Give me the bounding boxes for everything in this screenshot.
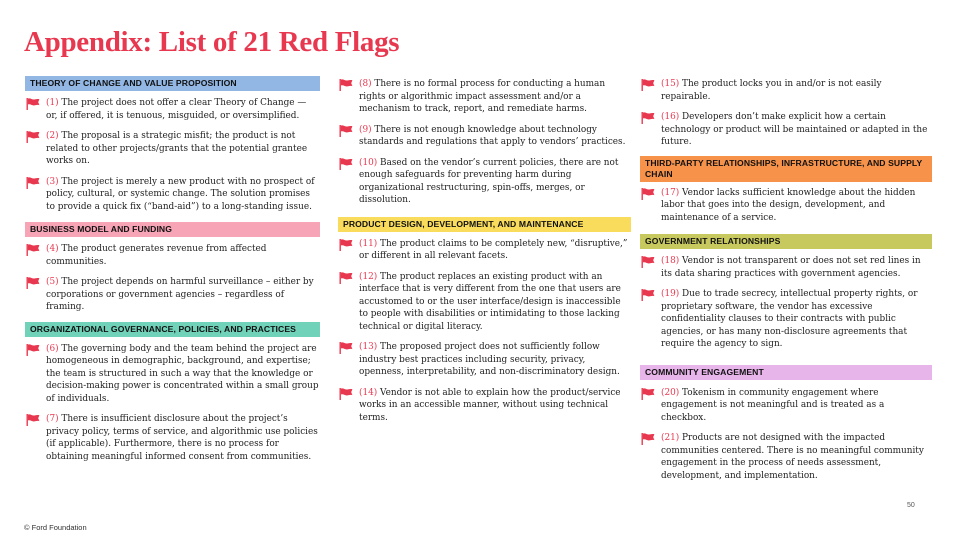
flag-number: (19) — [661, 289, 680, 299]
red-flag-icon — [641, 79, 655, 91]
flag-number: (4) — [46, 244, 59, 254]
section-header-third-party: THIRD-PARTY RELATIONSHIPS, INFRASTRUCTURE, AND SUPPLY CHAIN — [640, 156, 932, 182]
red-flag-item — [338, 157, 631, 207]
red-flag-item — [25, 176, 320, 214]
copyright-footer: © Ford Foundation — [24, 523, 87, 532]
flag-text: Based on the vendor’s current policies, there are not enough safeguards for preventing harm during organizational restructuring, spin-offs, merges, or dissolution. — [359, 157, 619, 205]
flag-number: (12) — [359, 271, 378, 282]
section-header-governance: ORGANIZATIONAL GOVERNANCE, POLICIES, AND PRACTICES — [25, 322, 320, 337]
red-flag-item — [640, 288, 932, 351]
red-flag-item — [25, 413, 320, 463]
flag-text: The product locks you in and/or is not easily repairable. — [661, 79, 882, 102]
flag-number: (2) — [46, 131, 59, 141]
red-flag-item — [338, 341, 631, 379]
red-flag-item — [338, 271, 631, 334]
red-flag-icon — [339, 158, 353, 170]
flag-number: (15) — [661, 79, 680, 89]
flag-text: Vendor lacks sufficient knowledge about the hidden labor that goes into the design, development, and maintenance of a service. — [661, 187, 916, 223]
flag-text: Vendor is not transparent or does not set red lines in its data sharing practices with government agencies. — [661, 256, 921, 279]
red-flag-item — [338, 78, 631, 116]
flag-number: (18) — [661, 256, 680, 266]
flag-number: (13) — [359, 342, 378, 352]
section-header-business-model: BUSINESS MODEL AND FUNDING — [25, 222, 320, 237]
flag-text: The proposal is a strategic misfit; the product is not related to other projects/grants that the potential grantee works on. — [46, 131, 308, 166]
red-flag-item — [640, 78, 932, 103]
red-flag-item — [338, 387, 631, 425]
red-flag-icon — [339, 342, 353, 354]
flag-text: The project does not offer a clear Theory of Change — or, if offered, it is tenuous, misguided, or oversimplified. — [46, 98, 307, 121]
flag-text: The product replaces an existing product with an interface that is very different from the one that users are accustomed to or the user interface/design is inaccessible to people with disabilities or intimidating to those lacking technical or digital literacy. — [359, 271, 621, 332]
flag-number: (1) — [46, 98, 59, 108]
red-flag-item — [25, 97, 320, 122]
flag-number: (21) — [661, 433, 680, 443]
page-number: 50 — [907, 502, 915, 509]
red-flag-icon — [26, 177, 40, 189]
red-flag-icon — [26, 98, 40, 110]
red-flag-icon — [339, 125, 353, 137]
flag-number: (17) — [661, 187, 680, 198]
red-flag-item — [25, 130, 320, 168]
flag-text: Developers don’t make explicit how a certain technology or product will be maintained or adapted in the future. — [661, 112, 928, 147]
red-flag-item — [338, 238, 631, 263]
flag-text: There is not enough knowledge about technology standards and regulations that apply to vendors’ practices. — [359, 124, 626, 147]
flag-text: Products are not designed with the impacted communities centered. There is no meaningful community engagement in the process of needs assessment, development, and implementation. — [661, 433, 924, 481]
page-title: Appendix: List of 21 Red Flags — [24, 26, 400, 58]
red-flag-icon — [641, 256, 655, 268]
red-flag-item — [640, 432, 932, 482]
section-header-theory-of-change: THEORY OF CHANGE AND VALUE PROPOSITION — [25, 76, 320, 91]
flag-text: The product generates revenue from affected communities. — [46, 244, 267, 267]
red-flag-item — [25, 243, 320, 268]
red-flag-item — [640, 111, 932, 149]
column-1 — [25, 76, 320, 463]
red-flag-icon — [641, 188, 655, 200]
flag-number: (9) — [359, 124, 372, 135]
flag-text: The project depends on harmful surveillance – either by corporations or government agencies – regardless of framing. — [46, 277, 314, 312]
flag-text: The project is merely a new product with no prospect of policy, cultural, or systemic change. The solution promises to provide a quick fix (“band-aid”) to a long-standing issue. — [46, 176, 315, 212]
red-flag-icon — [641, 112, 655, 124]
flag-text: Tokenism in community engagement where engagement is not meaningful and is treated as a checkbox. — [661, 387, 885, 423]
flag-number: (14) — [359, 387, 378, 398]
red-flag-icon — [26, 414, 40, 426]
red-flag-item — [25, 343, 320, 406]
red-flag-icon — [26, 131, 40, 143]
flag-number: (10) — [359, 157, 378, 168]
flag-number: (20) — [661, 387, 680, 398]
flag-number: (7) — [46, 414, 59, 424]
red-flag-icon — [339, 79, 353, 91]
flag-number: (16) — [661, 112, 680, 122]
flag-text: The product claims to be completely new, “disruptive,” or different in all relevant facets. — [359, 238, 628, 261]
flag-text: The governing body and the team behind the project are homogeneous in demographic, background, and expertise; the team is structured in such a way that the knowledge or decision-making power is concentrated within a small group of individuals. — [46, 343, 319, 404]
red-flag-icon — [339, 388, 353, 400]
red-flag-icon — [641, 388, 655, 400]
red-flag-icon — [26, 244, 40, 256]
column-3 — [640, 78, 932, 482]
flag-number: (3) — [46, 176, 59, 187]
red-flag-icon — [339, 239, 353, 251]
red-flag-icon — [339, 272, 353, 284]
flag-text: There is insufficient disclosure about the project’s privacy policy, terms of service, and algorithmic use policies (if applicable). Furthermore, there is no process for obtaining meaningful informed consent from communities. — [46, 414, 318, 462]
red-flag-icon — [26, 277, 40, 289]
flag-number: (8) — [359, 79, 372, 89]
section-header-product-design: PRODUCT DESIGN, DEVELOPMENT, AND MAINTENANCE — [338, 217, 631, 232]
red-flag-item — [25, 276, 320, 314]
section-header-community: COMMUNITY ENGAGEMENT — [640, 365, 932, 380]
red-flag-item — [640, 187, 932, 225]
section-header-government: GOVERNMENT RELATIONSHIPS — [640, 234, 932, 249]
flag-number: (5) — [46, 277, 59, 287]
flag-text: Due to trade secrecy, intellectual property rights, or proprietary software, the vendor has excessive confidentiality clauses to their contracts with public agencies, or has many non-disclosure agreements that require the agency to sign. — [661, 289, 918, 349]
column-2 — [338, 78, 631, 424]
red-flag-icon — [26, 344, 40, 356]
red-flag-icon — [641, 289, 655, 301]
red-flag-icon — [641, 433, 655, 445]
red-flag-item — [640, 255, 932, 280]
red-flag-item — [338, 124, 631, 149]
flag-number: (11) — [359, 238, 378, 249]
flag-number: (6) — [46, 343, 59, 354]
flag-text: The proposed project does not sufficiently follow industry best practices including security, privacy, openness, interpretability, and non-discriminatory design. — [359, 342, 620, 377]
flag-text: Vendor is not able to explain how the product/service works in an accessible manner, without using technical terms. — [359, 387, 621, 423]
red-flag-item — [640, 387, 932, 425]
flag-text: There is no formal process for conducting a human rights or algorithmic impact assessment and/or a mechanism to track, report, and remediate harms. — [359, 79, 606, 114]
